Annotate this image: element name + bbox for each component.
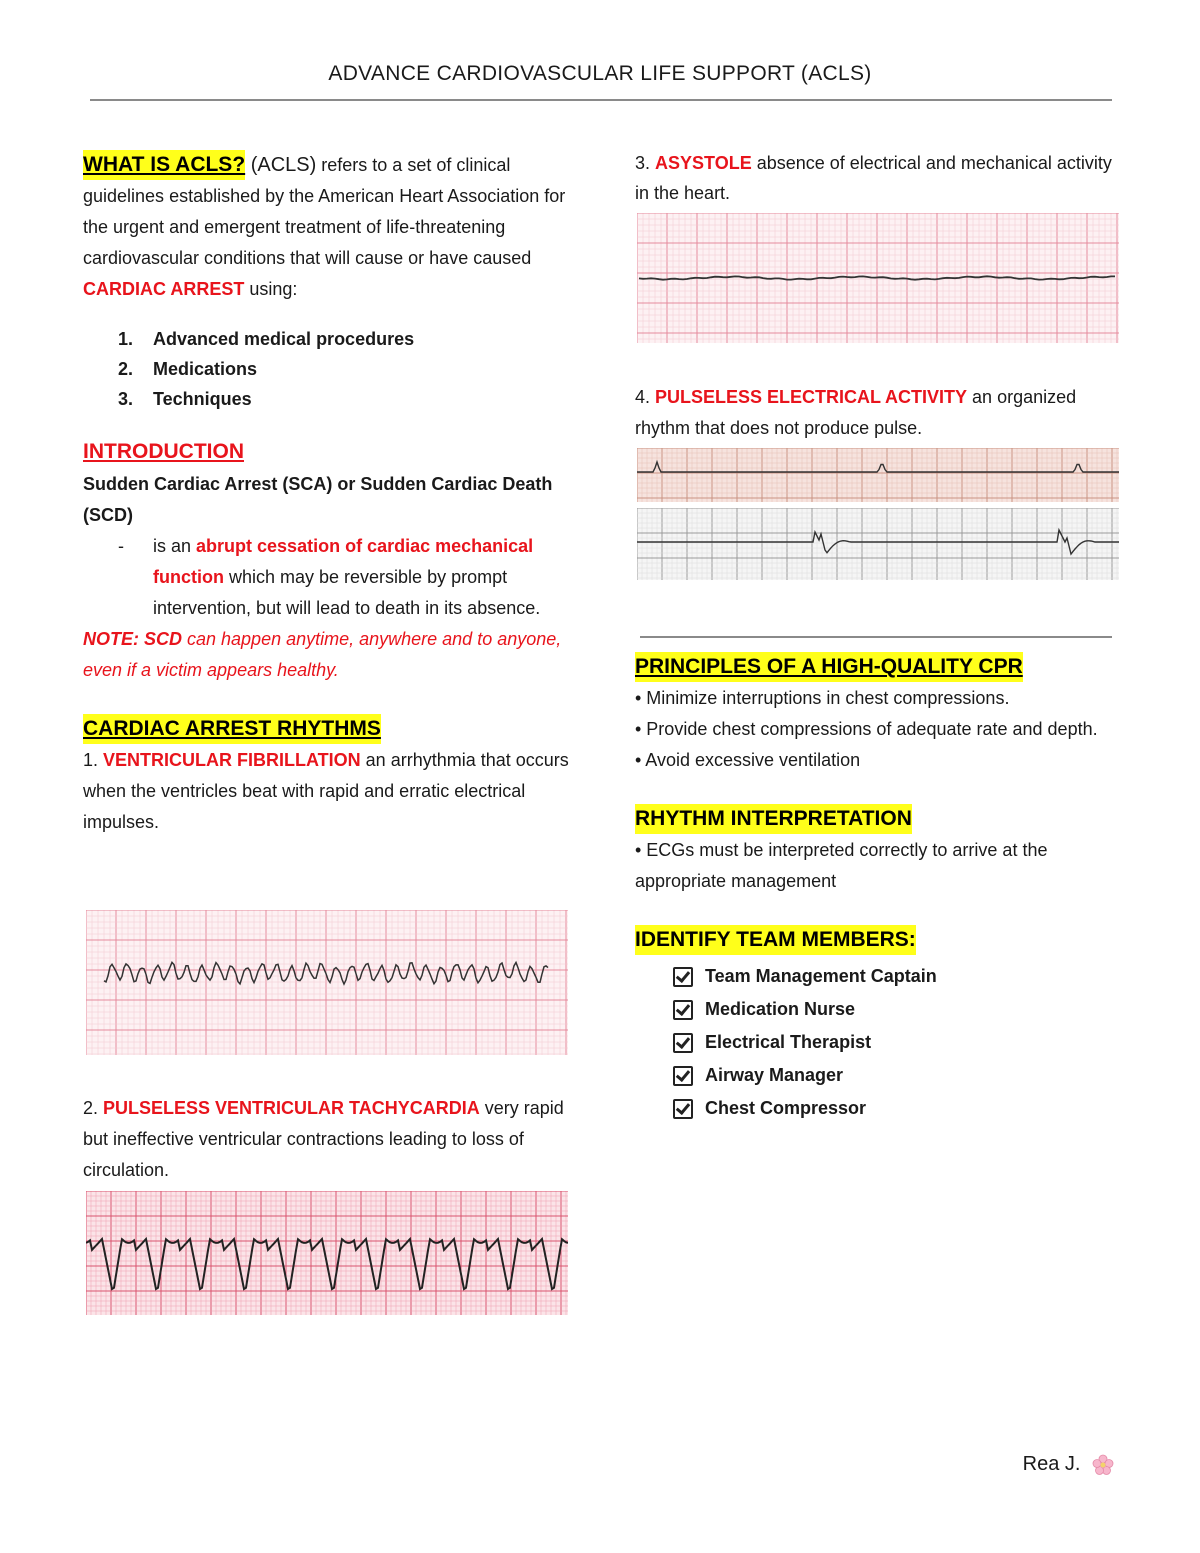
- team-members-heading: IDENTIFY TEAM MEMBERS:: [635, 925, 916, 955]
- vf-ecg-strip: [86, 910, 568, 1055]
- cardiac-arrest-rhythms-section: [83, 714, 573, 745]
- sca-subheading: Sudden Cardiac Arrest (SCA) or Sudden Cardiac Death (SCD): [83, 474, 553, 525]
- checkbox-icon: [673, 1099, 693, 1119]
- team-member-item: Medication Nurse: [635, 993, 1115, 1026]
- pea-section: 4. PULSELESS ELECTRICAL ACTIVITY an organized rhythm that does not produce pulse.: [635, 387, 1077, 438]
- introduction-heading: INTRODUCTION: [83, 440, 244, 463]
- list-item: • Minimize interruptions in chest compressions.: [635, 688, 1010, 708]
- note-label: NOTE: SCD: [83, 629, 182, 649]
- what-is-acls-paragraph: [83, 150, 573, 305]
- team-members-list: [635, 960, 1115, 1125]
- pvt-name: PULSELESS VENTRICULAR TACHYCARDIA: [103, 1098, 480, 1118]
- page-title: ADVANCE CARDIOVASCULAR LIFE SUPPORT (ACLS): [328, 62, 872, 85]
- team-member-item: Team Management Captain: [635, 960, 1115, 993]
- author-signature: [1023, 1453, 1114, 1476]
- ecg-grid: [86, 910, 568, 1055]
- acls-definition: refers to a set of clinical guidelines established by the American Heart Association for the urgent and emergent treatment of life-threatening cardiovascular conditions that will cause or have caused: [83, 155, 566, 268]
- list-item: 2. Medications: [118, 359, 258, 379]
- pvt-ecg-strip: [86, 1191, 568, 1315]
- cherry-blossom-icon: [1092, 1454, 1114, 1476]
- vf-name: VENTRICULAR FIBRILLATION: [103, 750, 361, 770]
- cpr-section: [635, 652, 1115, 1125]
- vf-description: 1. VENTRICULAR FIBRILLATION an arrhythmia that occurs when the ventricles beat with rapid and erratic electrical impulses.: [83, 750, 569, 832]
- list-item: • Provide chest compressions of adequate rate and depth.: [635, 719, 1098, 739]
- rhythm-interpretation-heading: RHYTHM INTERPRETATION: [635, 804, 912, 834]
- team-member-item: Chest Compressor: [635, 1092, 1115, 1125]
- pea-name: PULSELESS ELECTRICAL ACTIVITY: [655, 387, 968, 407]
- header-divider: [90, 99, 1112, 101]
- acls-methods-list: [83, 324, 573, 414]
- section-divider: [640, 636, 1112, 638]
- note-paragraph: [83, 624, 573, 686]
- checkbox-icon: [673, 967, 693, 987]
- cardiac-arrest-rhythms-heading: CARDIAC ARREST RHYTHMS: [83, 714, 381, 744]
- pea-ecg-strip-bottom: [637, 508, 1119, 580]
- what-is-acls-heading: WHAT IS ACLS?: [83, 150, 245, 180]
- team-member-item: Airway Manager: [635, 1059, 1115, 1092]
- rhythm-interpretation-item: • ECGs must be interpreted correctly to arrive at the appropriate management: [635, 840, 1048, 891]
- pea-ecg-strip-top: [637, 448, 1119, 502]
- abrupt-cessation-emphasis: abrupt cessation of cardiac mechanical function: [153, 536, 534, 587]
- note-text: can happen anytime, anywhere and to anyone, even if a victim appears healthy.: [83, 629, 562, 680]
- cpr-heading: PRINCIPLES OF A HIGH-QUALITY CPR: [635, 652, 1023, 682]
- asystole-name: ASYSTOLE: [655, 153, 752, 173]
- acls-definition-end: using:: [244, 279, 298, 299]
- sca-definition: - is an abrupt cessation of cardiac mechanical function which may be reversible by prompt intervention, but will lead to death in its absence.: [118, 536, 541, 618]
- acls-acronym: (ACLS): [245, 154, 317, 176]
- team-member-item: Electrical Therapist: [635, 1026, 1115, 1059]
- list-item: 3. Techniques: [118, 389, 252, 409]
- pvt-section: 2. PULSELESS VENTRICULAR TACHYCARDIA very rapid but ineffective ventricular contractions leading to loss of circulation.: [83, 1098, 564, 1180]
- left-column: [83, 150, 573, 838]
- checkbox-icon: [673, 1066, 693, 1086]
- asystole-section: 3. ASYSTOLE absence of electrical and mechanical activity in the heart.: [635, 153, 1112, 203]
- checkbox-icon: [673, 1000, 693, 1020]
- asystole-ecg-strip: [637, 213, 1119, 343]
- list-item: • Avoid excessive ventilation: [635, 750, 861, 770]
- list-item: 1. Advanced medical procedures: [118, 329, 415, 349]
- author-name: Rea J.: [1022, 1453, 1081, 1475]
- checkbox-icon: [673, 1033, 693, 1053]
- cardiac-arrest-emphasis: CARDIAC ARREST: [83, 279, 245, 299]
